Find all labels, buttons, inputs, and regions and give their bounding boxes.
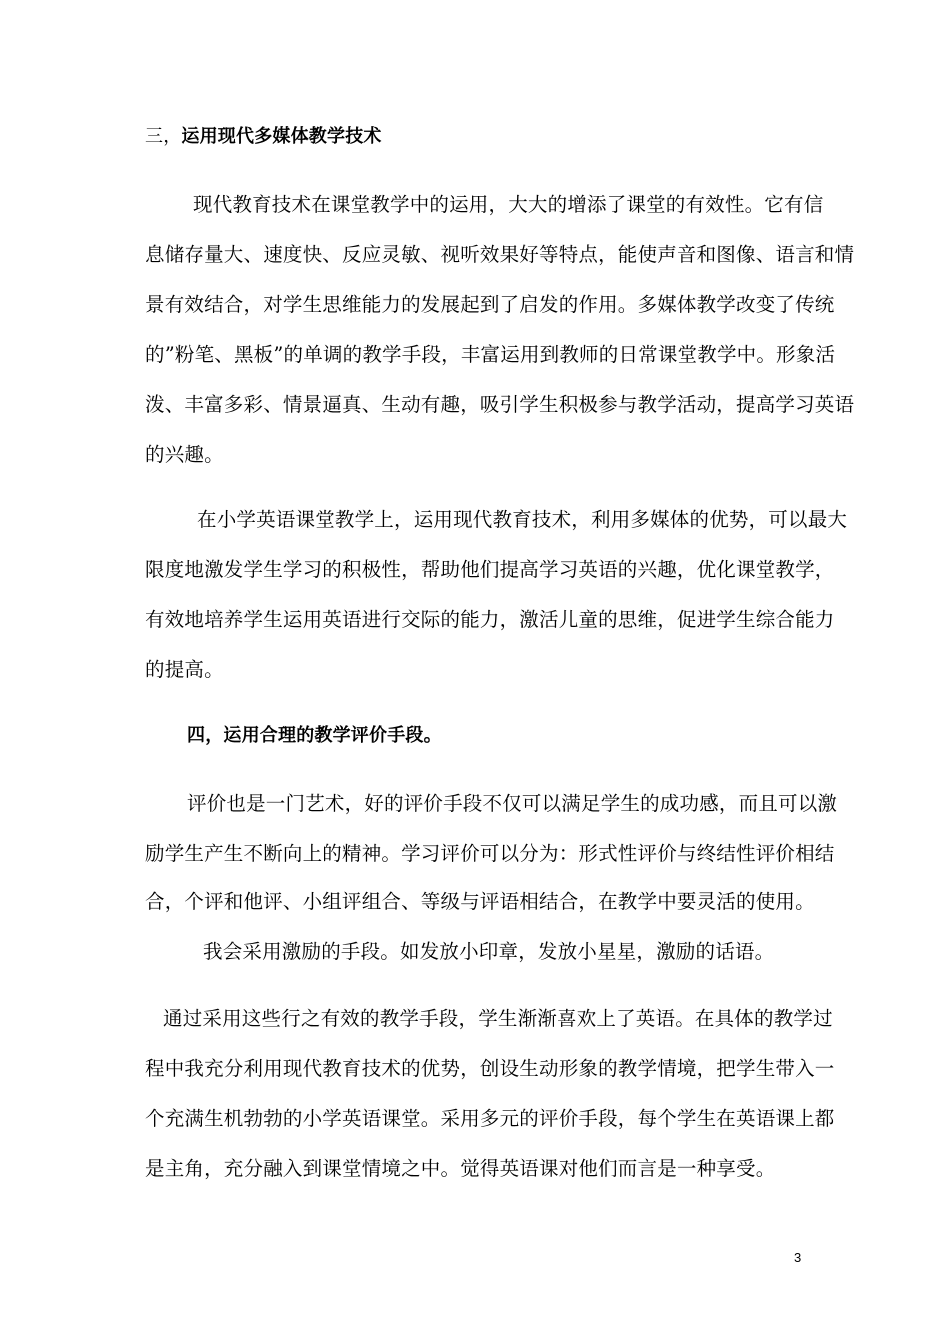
section-4-para1-line2: 励学生产生不断向上的精神。学习评价可以分为：形式性评价与终结性评价相结 [145, 842, 835, 865]
section-4-para3-line3: 个充满生机勃勃的小学英语课堂。采用多元的评价手段，每个学生在英语课上都 [145, 1107, 835, 1130]
section-3-para1-line2: 息储存量大、速度快、反应灵敏、视听效果好等特点，能使声音和图像、语言和情 [145, 243, 855, 266]
section-4-para3-line1: 通过采用这些行之有效的教学手段，学生渐渐喜欢上了英语。在具体的教学过 [163, 1007, 833, 1030]
section-4-para1-line3: 合，个评和他评、小组评组合、等级与评语相结合，在教学中要灵活的使用。 [145, 890, 815, 913]
section-4-para3-line4: 是主角，充分融入到课堂情境之中。觉得英语课对他们而言是一种享受。 [145, 1157, 776, 1180]
section-3-para2-line4: 的提高。 [145, 658, 224, 681]
section-4-para2-line1: 我会采用激励的手段。如发放小印章，发放小星星，激励的话语。 [203, 940, 775, 963]
section-4-para3-line2: 程中我充分利用现代教育技术的优势，创设生动形象的教学情境，把学生带入一 [145, 1057, 835, 1080]
page-number: 3 [794, 1250, 802, 1265]
section-3-para2-line1: 在小学英语课堂教学上，运用现代教育技术，利用多媒体的优势，可以最大 [197, 508, 848, 531]
section-3-title: 运用现代多媒体教学技术 [181, 126, 382, 147]
section-3-para1-line1: 现代教育技术在课堂教学中的运用，大大的增添了课堂的有效性。它有信 [193, 193, 824, 216]
section-3-para2-line3: 有效地培养学生运用英语进行交际的能力，激活儿童的思维，促进学生综合能力 [145, 608, 835, 631]
section-3-heading [145, 125, 382, 149]
section-3-para1-line5: 泼、丰富多彩、情景逼真、生动有趣，吸引学生积极参与教学活动，提高学习英语 [145, 393, 855, 416]
section-3-para1-line6: 的兴趣。 [145, 443, 224, 466]
section-4-para1-line1: 评价也是一门艺术，好的评价手段不仅可以满足学生的成功感，而且可以激 [187, 792, 838, 815]
section-3-number: 三， [145, 126, 182, 147]
section-3-para1-line3: 景有效结合，对学生思维能力的发展起到了启发的作用。多媒体教学改变了传统 [145, 293, 835, 316]
section-3-para2-line2: 限度地激发学生学习的积极性，帮助他们提高学习英语的兴趣，优化课堂教学， [145, 558, 835, 581]
section-3-para1-line4: 的”粉笔、黑板”的单调的教学手段，丰富运用到教师的日常课堂教学中。形象活 [145, 343, 836, 366]
section-4-heading: 四，运用合理的教学评价手段。 [187, 725, 442, 746]
